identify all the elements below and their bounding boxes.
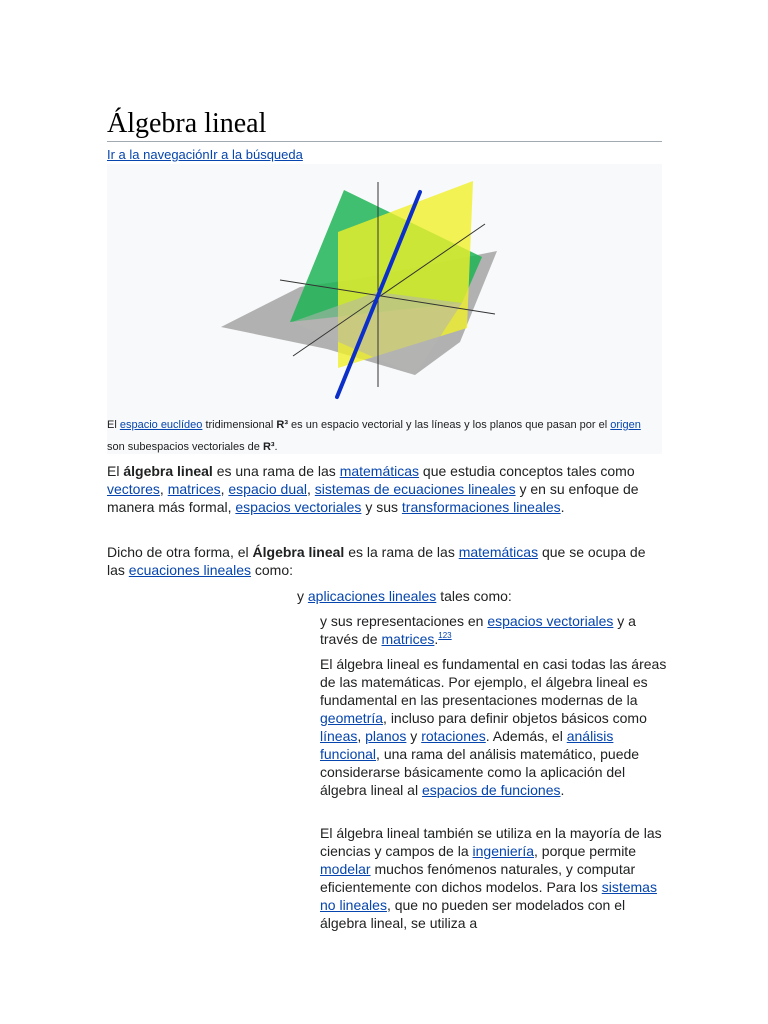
link-aplicaciones-lineales[interactable]: aplicaciones lineales (307, 588, 437, 604)
bold-term: Álgebra lineal (252, 544, 345, 560)
bold-r3: R³ (262, 441, 275, 453)
bold-r3: R³ (276, 419, 288, 431)
jump-links[interactable]: Ir a la navegaciónIr a la búsqueda (107, 147, 303, 162)
link-ecuaciones-lineales[interactable]: ecuaciones lineales (128, 562, 251, 578)
page-title: Álgebra lineal (107, 108, 267, 139)
subspaces-illustration (107, 164, 662, 414)
link-planos[interactable]: planos (365, 728, 407, 744)
representations-paragraph: y sus representaciones en espacios vectoriales y a través de matrices.$^{123}$ (320, 613, 636, 647)
link-espacios-vectoriales[interactable]: espacios vectoriales (235, 499, 362, 515)
link-matrices[interactable]: matrices (381, 631, 435, 647)
definition-paragraph: Dicho de otra forma, el Álgebra lineal es la rama de las matemáticas que se ocupa de las ecuaciones lineales como: (107, 544, 646, 578)
link-analisis-funcional[interactable]: análisis funcional (320, 728, 614, 762)
link-matrices[interactable]: matrices (167, 481, 221, 497)
link-lineas[interactable]: líneas (320, 728, 358, 744)
figure-box (107, 164, 662, 454)
fundamental-paragraph: El álgebra lineal es fundamental en casi todas las áreas de las matemáticas. Por ejemplo, el álgebra lineal es fundamental en las presentaciones modernas de la geometría, incluso para definir objetos básicos como líneas, planos y rotaciones. Además, el análisis funcional, una rama del análisis matemático, puede considerarse básicamente como la aplicación del álgebra lineal al espacios de funciones. (320, 656, 667, 798)
applications-line: y aplicaciones lineales tales como: (297, 588, 512, 604)
intro-paragraph: El álgebra lineal es una rama de las matemáticas que estudia conceptos tales como vectores, matrices, espacio dual, sistemas de ecuaciones lineales y en su enfoque de manera más formal, espacios vectoriales y sus transformaciones lineales. (107, 463, 639, 515)
bold-term: álgebra lineal (123, 463, 213, 479)
applications-paragraph: El álgebra lineal también se utiliza en la mayoría de las ciencias y campos de la ingeniería, porque permite modelar muchos fenómenos naturales, y computar eficientemente con dichos modelos. Para los sistemas no lineales, que no pueden ser modelados con el álgebra lineal, se utiliza a (320, 825, 662, 931)
link-sistemas-ecuaciones-lineales[interactable]: sistemas de ecuaciones lineales (314, 481, 516, 497)
link-matematicas[interactable]: matemáticas (339, 463, 420, 479)
link-matematicas[interactable]: matemáticas (458, 544, 539, 560)
link-vectores[interactable]: vectores (107, 481, 160, 497)
link-transformaciones-lineales[interactable]: transformaciones lineales (401, 499, 561, 515)
link-espacio-euclideo[interactable]: espacio euclídeo (119, 419, 203, 431)
link-espacio-dual[interactable]: espacio dual (228, 481, 308, 497)
reference-link[interactable]: 123 (438, 631, 452, 640)
title-divider (107, 141, 662, 142)
link-geometria[interactable]: geometría (320, 710, 384, 726)
link-ingenieria[interactable]: ingeniería (472, 843, 535, 859)
link-origen[interactable]: origen (610, 419, 641, 431)
figure-caption: El espacio euclídeo tridimensional R³ es un espacio vectorial y las líneas y los planos que pasan por el origen son subespacios vectoriales de R³. (107, 419, 641, 453)
link-modelar[interactable]: modelar (320, 861, 371, 877)
link-sistemas-no-lineales[interactable]: sistemas no lineales (320, 879, 657, 913)
link-espacios-vectoriales[interactable]: espacios vectoriales (487, 613, 614, 629)
link-espacios-de-funciones[interactable]: espacios de funciones (421, 782, 561, 798)
link-rotaciones[interactable]: rotaciones (421, 728, 486, 744)
